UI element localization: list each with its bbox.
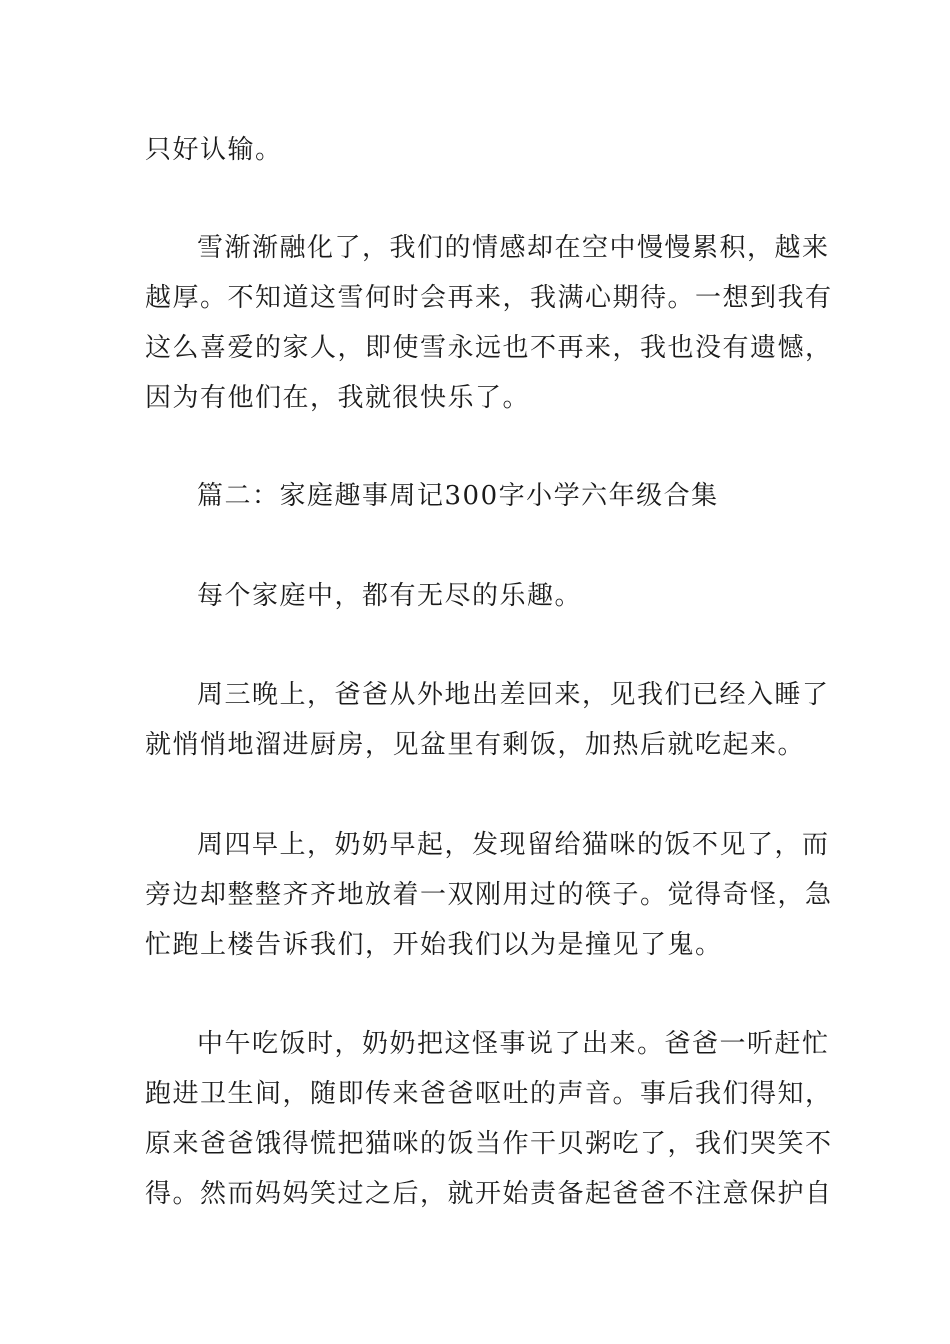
text-line: 忙跑上楼告诉我们，开始我们以为是撞见了鬼。	[145, 930, 723, 960]
text-line: 这么喜爱的家人，即使雪永远也不再来，我也没有遗憾，	[145, 333, 833, 363]
text-line: 雪渐渐融化了，我们的情感却在空中慢慢累积，越来	[197, 233, 830, 263]
text-line: 越厚。不知道这雪何时会再来，我满心期待。一想到我有	[145, 283, 833, 313]
text-line: 因为有他们在，我就很快乐了。	[145, 383, 531, 413]
text-line: 跑进卫生间，随即传来爸爸呕吐的声音。事后我们得知，	[145, 1079, 833, 1109]
section-heading: 篇二：家庭趣事周记300字小学六年级合集	[197, 481, 719, 511]
text-line: 中午吃饭时，奶奶把这怪事说了出来。爸爸一听赶忙	[197, 1029, 830, 1059]
text-line: 旁边却整整齐齐地放着一双刚用过的筷子。觉得奇怪，急	[145, 880, 833, 910]
text-line: 就悄悄地溜进厨房，见盆里有剩饭，加热后就吃起来。	[145, 730, 806, 760]
text-line: 周四早上，奶奶早起，发现留给猫咪的饭不见了，而	[197, 830, 830, 860]
text-line: 原来爸爸饿得慌把猫咪的饭当作干贝粥吃了，我们哭笑不	[145, 1129, 833, 1159]
text-line: 得。然而妈妈笑过之后，就开始责备起爸爸不注意保护自	[145, 1179, 833, 1209]
text-line: 只好认输。	[145, 135, 283, 165]
text-line: 每个家庭中，都有无尽的乐趣。	[197, 581, 583, 611]
text-line: 周三晚上，爸爸从外地出差回来，见我们已经入睡了	[197, 680, 830, 710]
